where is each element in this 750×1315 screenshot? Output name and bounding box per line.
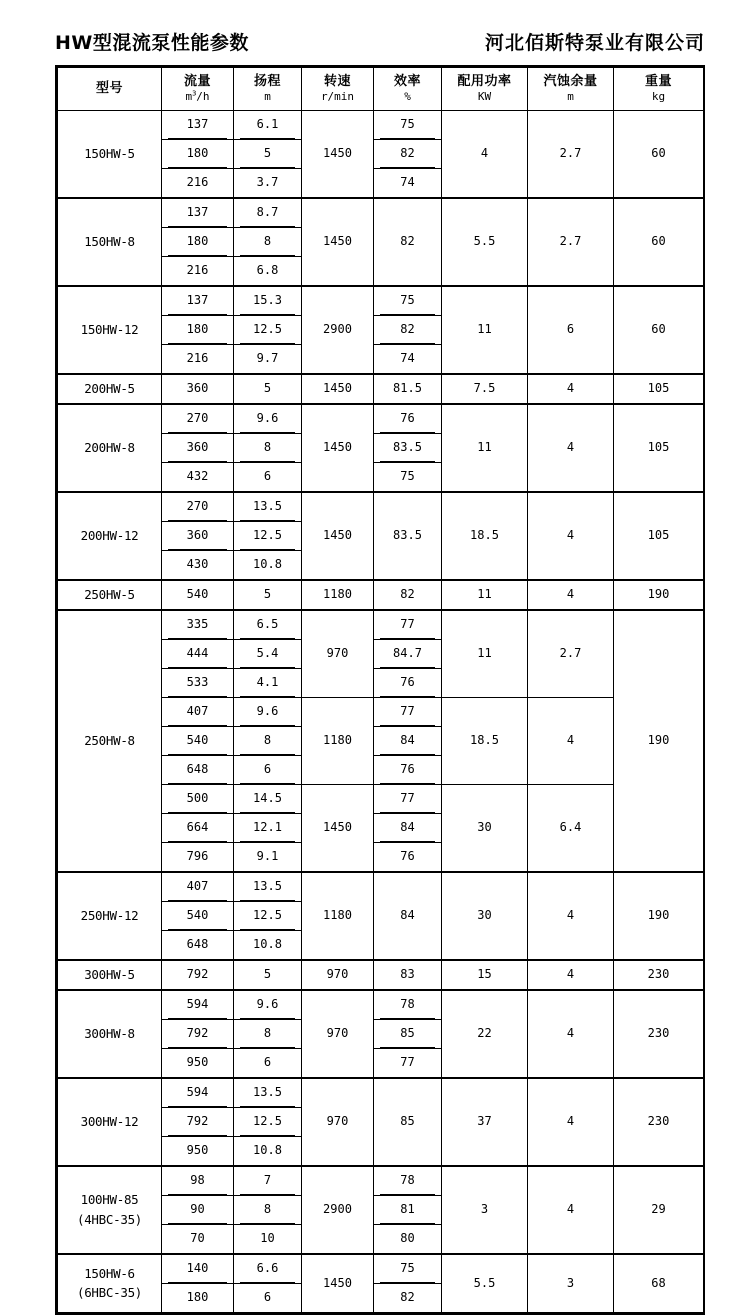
table-row bbox=[58, 960, 704, 990]
cell-eff: 83 bbox=[374, 960, 442, 990]
table-row bbox=[58, 990, 704, 1020]
table-row bbox=[58, 1166, 704, 1196]
table-row bbox=[58, 1254, 704, 1284]
cell-weight: 230 bbox=[614, 1078, 704, 1166]
cell-head: 6 bbox=[234, 1049, 302, 1079]
column-header-unit: r/min bbox=[320, 89, 355, 103]
cell-eff: 84 bbox=[374, 814, 442, 843]
cell-npsh: 4 bbox=[528, 1078, 614, 1166]
cell-head: 12.5 bbox=[234, 1108, 302, 1137]
cell-npsh: 4 bbox=[528, 404, 614, 492]
cell-npsh: 2.7 bbox=[528, 610, 614, 698]
cell-speed: 970 bbox=[302, 1078, 374, 1166]
column-header-label: 转速 bbox=[323, 73, 351, 89]
column-header-label: 配用功率 bbox=[457, 73, 512, 89]
cell-eff: 81 bbox=[374, 1196, 442, 1225]
column-header-label: 扬程 bbox=[253, 73, 281, 89]
cell-flow: 594 bbox=[162, 1078, 234, 1108]
cell-weight: 60 bbox=[614, 111, 704, 199]
cell-flow: 792 bbox=[162, 960, 234, 990]
table-row bbox=[58, 286, 704, 316]
cell-model bbox=[58, 610, 162, 872]
cell-eff: 77 bbox=[374, 610, 442, 640]
cell-flow: 540 bbox=[162, 902, 234, 931]
cell-weight: 230 bbox=[614, 960, 704, 990]
cell-speed: 2900 bbox=[302, 286, 374, 374]
cell-flow: 594 bbox=[162, 990, 234, 1020]
header-row bbox=[58, 68, 704, 111]
cell-model bbox=[58, 492, 162, 580]
cell-head: 4.1 bbox=[234, 669, 302, 698]
cell-head: 12.5 bbox=[234, 316, 302, 345]
cell-weight: 60 bbox=[614, 286, 704, 374]
cell-flow: 540 bbox=[162, 580, 234, 610]
table-row bbox=[58, 198, 704, 228]
specification-table bbox=[57, 67, 704, 1313]
cell-speed: 970 bbox=[302, 990, 374, 1078]
cell-head: 12.1 bbox=[234, 814, 302, 843]
cell-weight: 29 bbox=[614, 1166, 704, 1254]
cell-power: 11 bbox=[442, 286, 528, 374]
cell-npsh: 6.4 bbox=[528, 785, 614, 873]
cell-head: 9.6 bbox=[234, 990, 302, 1020]
column-header-unit: KW bbox=[477, 89, 492, 103]
cell-npsh: 4 bbox=[528, 1166, 614, 1254]
cell-npsh: 4 bbox=[528, 580, 614, 610]
cell-npsh: 6 bbox=[528, 286, 614, 374]
column-header-power bbox=[442, 68, 528, 111]
cell-eff: 82 bbox=[374, 1284, 442, 1313]
company-name: 河北佰斯特泵业有限公司 bbox=[484, 31, 705, 54]
cell-flow: 137 bbox=[162, 286, 234, 316]
cell-head: 10.8 bbox=[234, 551, 302, 581]
cell-power: 37 bbox=[442, 1078, 528, 1166]
cell-head: 8 bbox=[234, 228, 302, 257]
cell-eff: 85 bbox=[374, 1078, 442, 1166]
cell-eff: 75 bbox=[374, 111, 442, 140]
cell-head: 8.7 bbox=[234, 198, 302, 228]
cell-npsh: 2.7 bbox=[528, 111, 614, 199]
cell-weight: 230 bbox=[614, 990, 704, 1078]
cell-head: 9.6 bbox=[234, 404, 302, 434]
page-title: HW型混流泵性能参数 bbox=[55, 31, 249, 54]
cell-head: 6 bbox=[234, 756, 302, 785]
cell-weight: 105 bbox=[614, 374, 704, 404]
cell-power: 22 bbox=[442, 990, 528, 1078]
cell-speed: 970 bbox=[302, 610, 374, 698]
cell-head: 6 bbox=[234, 463, 302, 493]
column-header-npsh bbox=[528, 68, 614, 111]
cell-head: 8 bbox=[234, 434, 302, 463]
cell-head: 6.8 bbox=[234, 257, 302, 287]
cell-flow: 180 bbox=[162, 1284, 234, 1313]
cell-head: 6 bbox=[234, 1284, 302, 1313]
cell-flow: 648 bbox=[162, 931, 234, 961]
model-name: 150HW-8 bbox=[84, 233, 135, 249]
model-name: 150HW-5 bbox=[84, 145, 135, 161]
table-header bbox=[58, 68, 704, 111]
model-name: 150HW-12 bbox=[80, 321, 139, 337]
cell-npsh: 2.7 bbox=[528, 198, 614, 286]
cell-flow: 500 bbox=[162, 785, 234, 814]
cell-model bbox=[58, 1078, 162, 1166]
cell-power: 30 bbox=[442, 872, 528, 960]
cell-npsh: 4 bbox=[528, 492, 614, 580]
cell-eff: 83.5 bbox=[374, 434, 442, 463]
column-header-weight bbox=[614, 68, 704, 111]
cell-model bbox=[58, 580, 162, 610]
cell-eff: 82 bbox=[374, 198, 442, 286]
cell-flow: 90 bbox=[162, 1196, 234, 1225]
cell-flow: 137 bbox=[162, 111, 234, 140]
cell-flow: 540 bbox=[162, 727, 234, 756]
cell-flow: 335 bbox=[162, 610, 234, 640]
cell-flow: 648 bbox=[162, 756, 234, 785]
table-row bbox=[58, 404, 704, 434]
cell-eff: 84.7 bbox=[374, 640, 442, 669]
cell-eff: 84 bbox=[374, 872, 442, 960]
cell-eff: 82 bbox=[374, 140, 442, 169]
cell-flow: 180 bbox=[162, 228, 234, 257]
cell-power: 11 bbox=[442, 580, 528, 610]
cell-head: 14.5 bbox=[234, 785, 302, 814]
cell-eff: 74 bbox=[374, 169, 442, 199]
cell-flow: 792 bbox=[162, 1020, 234, 1049]
cell-speed: 1450 bbox=[302, 785, 374, 873]
cell-npsh: 4 bbox=[528, 990, 614, 1078]
cell-model bbox=[58, 990, 162, 1078]
cell-weight: 190 bbox=[614, 580, 704, 610]
cell-power: 11 bbox=[442, 404, 528, 492]
cell-model bbox=[58, 1254, 162, 1313]
cell-power: 18.5 bbox=[442, 492, 528, 580]
cell-head: 9.6 bbox=[234, 698, 302, 727]
cell-power: 4 bbox=[442, 111, 528, 199]
cell-flow: 444 bbox=[162, 640, 234, 669]
cell-head: 5 bbox=[234, 960, 302, 990]
cell-flow: 270 bbox=[162, 492, 234, 522]
cell-flow: 216 bbox=[162, 169, 234, 199]
model-alt-name: (4HBC-35) bbox=[76, 1211, 143, 1227]
cell-head: 3.7 bbox=[234, 169, 302, 199]
column-header-flow bbox=[162, 68, 234, 111]
table-body bbox=[58, 111, 704, 1313]
cell-model bbox=[58, 111, 162, 199]
cell-eff: 75 bbox=[374, 286, 442, 316]
cell-flow: 216 bbox=[162, 257, 234, 287]
cell-speed: 2900 bbox=[302, 1166, 374, 1254]
cell-flow: 360 bbox=[162, 374, 234, 404]
cell-eff: 76 bbox=[374, 669, 442, 698]
cell-flow: 950 bbox=[162, 1049, 234, 1079]
column-header-label: 流量 bbox=[183, 73, 211, 89]
cell-eff: 74 bbox=[374, 345, 442, 375]
cell-head: 5 bbox=[234, 374, 302, 404]
cell-eff: 75 bbox=[374, 1254, 442, 1284]
cell-flow: 216 bbox=[162, 345, 234, 375]
cell-eff: 76 bbox=[374, 756, 442, 785]
cell-speed: 1180 bbox=[302, 872, 374, 960]
model-name: 300HW-8 bbox=[84, 1025, 135, 1041]
column-header-unit: m bbox=[264, 89, 271, 103]
cell-model bbox=[58, 960, 162, 990]
cell-model bbox=[58, 286, 162, 374]
cell-flow: 137 bbox=[162, 198, 234, 228]
cell-eff: 77 bbox=[374, 785, 442, 814]
table-row bbox=[58, 1078, 704, 1108]
cell-npsh: 4 bbox=[528, 374, 614, 404]
cell-head: 13.5 bbox=[234, 1078, 302, 1108]
cell-head: 5 bbox=[234, 580, 302, 610]
cell-weight: 105 bbox=[614, 404, 704, 492]
column-header-label: 效率 bbox=[393, 73, 421, 89]
cell-power: 30 bbox=[442, 785, 528, 873]
model-name: 300HW-5 bbox=[84, 966, 135, 982]
cell-speed: 1180 bbox=[302, 580, 374, 610]
cell-power: 15 bbox=[442, 960, 528, 990]
cell-head: 13.5 bbox=[234, 492, 302, 522]
cell-head: 12.5 bbox=[234, 522, 302, 551]
cell-head: 5.4 bbox=[234, 640, 302, 669]
cell-power: 18.5 bbox=[442, 698, 528, 785]
cell-flow: 360 bbox=[162, 434, 234, 463]
column-header-unit: $m^3/h$ bbox=[185, 88, 210, 103]
cell-npsh: 3 bbox=[528, 1254, 614, 1313]
cell-head: 10.8 bbox=[234, 1137, 302, 1167]
cell-flow: 796 bbox=[162, 843, 234, 873]
cell-flow: 430 bbox=[162, 551, 234, 581]
cell-power: 11 bbox=[442, 610, 528, 698]
cell-head: 13.5 bbox=[234, 872, 302, 902]
cell-power: 5.5 bbox=[442, 198, 528, 286]
cell-model bbox=[58, 404, 162, 492]
cell-head: 9.7 bbox=[234, 345, 302, 375]
cell-flow: 180 bbox=[162, 316, 234, 345]
cell-power: 5.5 bbox=[442, 1254, 528, 1313]
cell-head: 7 bbox=[234, 1166, 302, 1196]
cell-speed: 1450 bbox=[302, 1254, 374, 1313]
model-name: 250HW-8 bbox=[84, 732, 135, 748]
model-name: 200HW-5 bbox=[84, 380, 135, 396]
cell-flow: 140 bbox=[162, 1254, 234, 1284]
cell-head: 9.1 bbox=[234, 843, 302, 873]
cell-weight: 60 bbox=[614, 198, 704, 286]
cell-weight: 190 bbox=[614, 872, 704, 960]
cell-eff: 76 bbox=[374, 843, 442, 873]
column-header-head bbox=[234, 68, 302, 111]
cell-flow: 70 bbox=[162, 1225, 234, 1255]
cell-head: 15.3 bbox=[234, 286, 302, 316]
model-name: 300HW-12 bbox=[80, 1113, 139, 1129]
table-row bbox=[58, 872, 704, 902]
cell-eff: 76 bbox=[374, 404, 442, 434]
cell-head: 5 bbox=[234, 140, 302, 169]
cell-flow: 792 bbox=[162, 1108, 234, 1137]
cell-speed: 1450 bbox=[302, 404, 374, 492]
cell-model bbox=[58, 872, 162, 960]
specification-table-container bbox=[55, 65, 705, 1315]
column-header-label: 汽蚀余量 bbox=[543, 73, 598, 89]
table-row bbox=[58, 580, 704, 610]
cell-head: 6.5 bbox=[234, 610, 302, 640]
table-row bbox=[58, 492, 704, 522]
cell-model bbox=[58, 1166, 162, 1254]
cell-flow: 360 bbox=[162, 522, 234, 551]
table-row bbox=[58, 374, 704, 404]
cell-flow: 407 bbox=[162, 872, 234, 902]
column-header-label: 重量 bbox=[644, 73, 672, 89]
cell-head: 6.1 bbox=[234, 111, 302, 140]
column-header-label: 型号 bbox=[95, 80, 123, 96]
model-name: 200HW-12 bbox=[80, 527, 139, 543]
model-name: 150HW-6 bbox=[84, 1265, 135, 1281]
cell-flow: 407 bbox=[162, 698, 234, 727]
cell-flow: 664 bbox=[162, 814, 234, 843]
model-name: 200HW-8 bbox=[84, 439, 135, 455]
cell-speed: 1450 bbox=[302, 111, 374, 199]
column-header-eff bbox=[374, 68, 442, 111]
cell-flow: 180 bbox=[162, 140, 234, 169]
cell-power: 3 bbox=[442, 1166, 528, 1254]
model-name: 100HW-85 bbox=[80, 1192, 139, 1208]
cell-speed: 1180 bbox=[302, 698, 374, 785]
cell-speed: 1450 bbox=[302, 492, 374, 580]
cell-eff: 82 bbox=[374, 580, 442, 610]
cell-eff: 77 bbox=[374, 698, 442, 727]
model-name: 250HW-5 bbox=[84, 586, 135, 602]
cell-flow: 950 bbox=[162, 1137, 234, 1167]
cell-model bbox=[58, 374, 162, 404]
cell-npsh: 4 bbox=[528, 698, 614, 785]
column-header-unit: m bbox=[567, 89, 574, 103]
model-alt-name: (6HBC-35) bbox=[76, 1285, 143, 1300]
cell-eff: 78 bbox=[374, 1166, 442, 1196]
cell-head: 8 bbox=[234, 1020, 302, 1049]
column-header-speed bbox=[302, 68, 374, 111]
cell-weight: 190 bbox=[614, 610, 704, 872]
page-header bbox=[55, 26, 705, 60]
cell-npsh: 4 bbox=[528, 960, 614, 990]
model-name: 250HW-12 bbox=[80, 907, 139, 923]
cell-flow: 98 bbox=[162, 1166, 234, 1196]
cell-head: 10.8 bbox=[234, 931, 302, 961]
cell-eff: 84 bbox=[374, 727, 442, 756]
cell-eff: 75 bbox=[374, 463, 442, 493]
cell-flow: 432 bbox=[162, 463, 234, 493]
cell-power: 7.5 bbox=[442, 374, 528, 404]
cell-npsh: 4 bbox=[528, 872, 614, 960]
column-header-unit: kg bbox=[651, 89, 666, 103]
table-row bbox=[58, 111, 704, 140]
cell-model bbox=[58, 198, 162, 286]
cell-speed: 1450 bbox=[302, 374, 374, 404]
cell-speed: 970 bbox=[302, 960, 374, 990]
cell-flow: 533 bbox=[162, 669, 234, 698]
cell-eff: 78 bbox=[374, 990, 442, 1020]
cell-weight: 68 bbox=[614, 1254, 704, 1313]
table-row bbox=[58, 610, 704, 640]
column-header-model bbox=[58, 68, 162, 111]
cell-head: 8 bbox=[234, 1196, 302, 1225]
cell-speed: 1450 bbox=[302, 198, 374, 286]
cell-eff: 80 bbox=[374, 1225, 442, 1255]
column-header-unit: % bbox=[404, 89, 411, 103]
cell-weight: 105 bbox=[614, 492, 704, 580]
cell-eff: 83.5 bbox=[374, 492, 442, 580]
cell-head: 6.6 bbox=[234, 1254, 302, 1284]
cell-head: 12.5 bbox=[234, 902, 302, 931]
cell-eff: 82 bbox=[374, 316, 442, 345]
cell-head: 8 bbox=[234, 727, 302, 756]
cell-eff: 77 bbox=[374, 1049, 442, 1079]
cell-head: 10 bbox=[234, 1225, 302, 1255]
cell-eff: 85 bbox=[374, 1020, 442, 1049]
cell-eff: 81.5 bbox=[374, 374, 442, 404]
cell-flow: 270 bbox=[162, 404, 234, 434]
